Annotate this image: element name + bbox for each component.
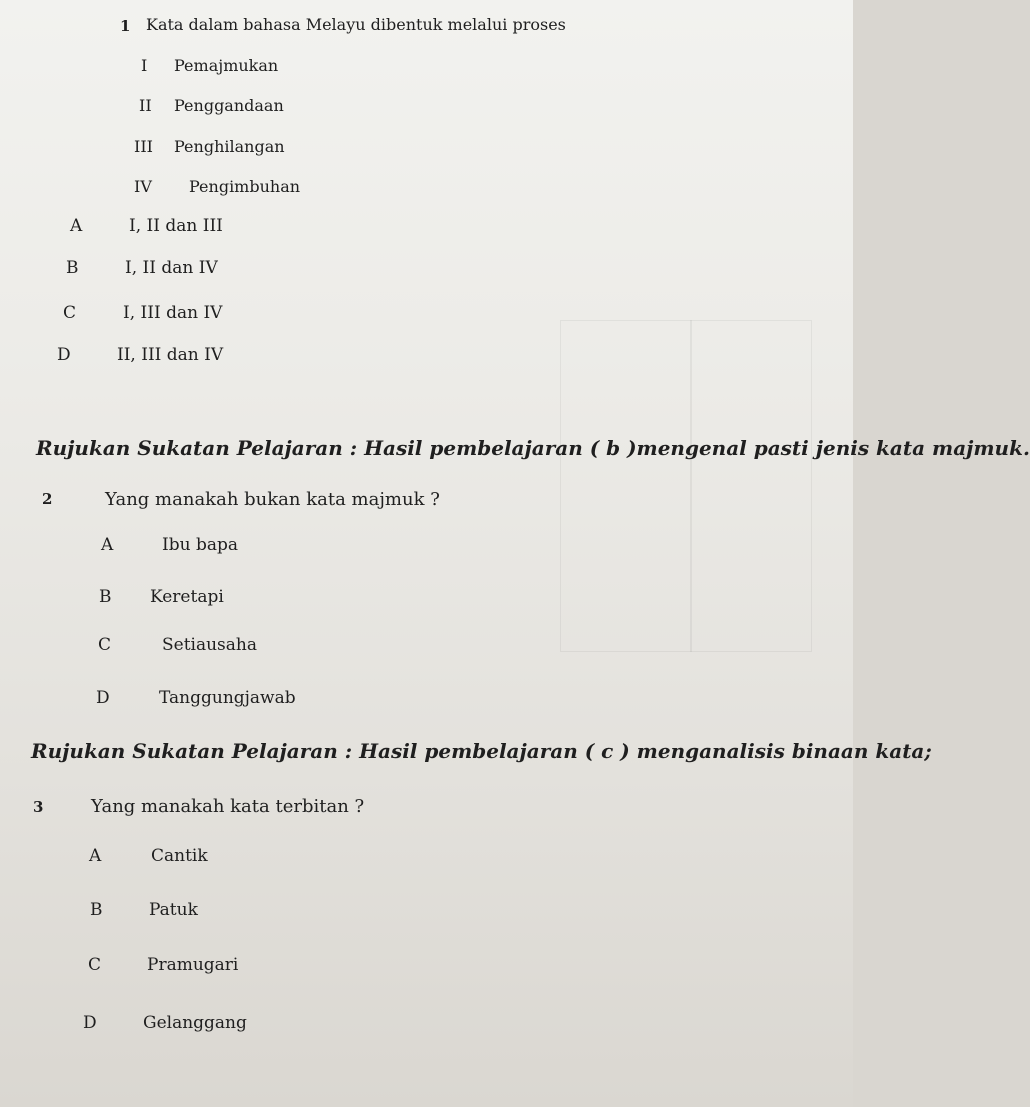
question-2-stem: Yang manakah bukan kata majmuk ? — [105, 489, 440, 510]
question-3-option-text: Pramugari — [147, 955, 239, 975]
question-1-option-text: I, III dan IV — [123, 303, 223, 323]
question-1-option-letter: B — [66, 258, 79, 278]
question-1-option-text: I, II dan IV — [125, 258, 218, 278]
question-1-item-roman: IV — [134, 177, 152, 196]
question-2-option-letter: B — [99, 587, 112, 607]
question-2-option-text: Setiausaha — [162, 635, 258, 655]
question-1-item-text: Penghilangan — [174, 137, 285, 156]
question-1-item-text: Penggandaan — [174, 96, 284, 115]
question-1-stem: Kata dalam bahasa Melayu dibentuk melalui proses — [146, 15, 566, 34]
question-2-option-text: Tanggungjawab — [159, 688, 296, 708]
question-2-number: 2 — [42, 490, 53, 508]
question-1-item-roman: I — [141, 56, 148, 75]
question-1-item-roman: III — [134, 137, 153, 156]
show-through-box — [690, 320, 812, 652]
question-3-option-text: Cantik — [151, 846, 208, 866]
question-1-item-roman: II — [139, 96, 152, 115]
question-2-option-letter: C — [98, 635, 112, 655]
syllabus-reference-c: Rujukan Sukatan Pelajaran : Hasil pembelajaran ( c ) menganalisis binaan kata; — [31, 739, 932, 763]
question-1-option-letter: C — [63, 303, 77, 323]
question-3-option-text: Patuk — [149, 900, 198, 920]
question-1-option-letter: D — [57, 345, 71, 365]
question-1-item-text: Pemajmukan — [174, 56, 279, 75]
question-2-option-letter: A — [101, 535, 114, 555]
show-through-box — [560, 320, 692, 652]
question-3-stem: Yang manakah kata terbitan ? — [91, 796, 365, 817]
question-1-option-text: II, III dan IV — [117, 345, 224, 365]
question-1-item-text: Pengimbuhan — [189, 177, 301, 196]
question-3-option-letter: D — [83, 1013, 97, 1033]
question-2-option-text: Keretapi — [150, 587, 224, 607]
question-1-option-text: I, II dan III — [129, 216, 223, 236]
question-1-option-letter: A — [70, 216, 83, 236]
question-2-option-letter: D — [96, 688, 110, 708]
question-3-option-letter: B — [90, 900, 103, 920]
question-3-number: 3 — [33, 798, 44, 816]
syllabus-reference-b: Rujukan Sukatan Pelajaran : Hasil pembelajaran ( b )mengenal pasti jenis kata majmuk. — [36, 436, 1030, 460]
question-3-option-text: Gelanggang — [143, 1013, 247, 1033]
question-2-option-text: Ibu bapa — [162, 535, 238, 555]
question-1-number: 1 — [120, 17, 131, 35]
question-3-option-letter: C — [88, 955, 102, 975]
question-3-option-letter: A — [89, 846, 102, 866]
